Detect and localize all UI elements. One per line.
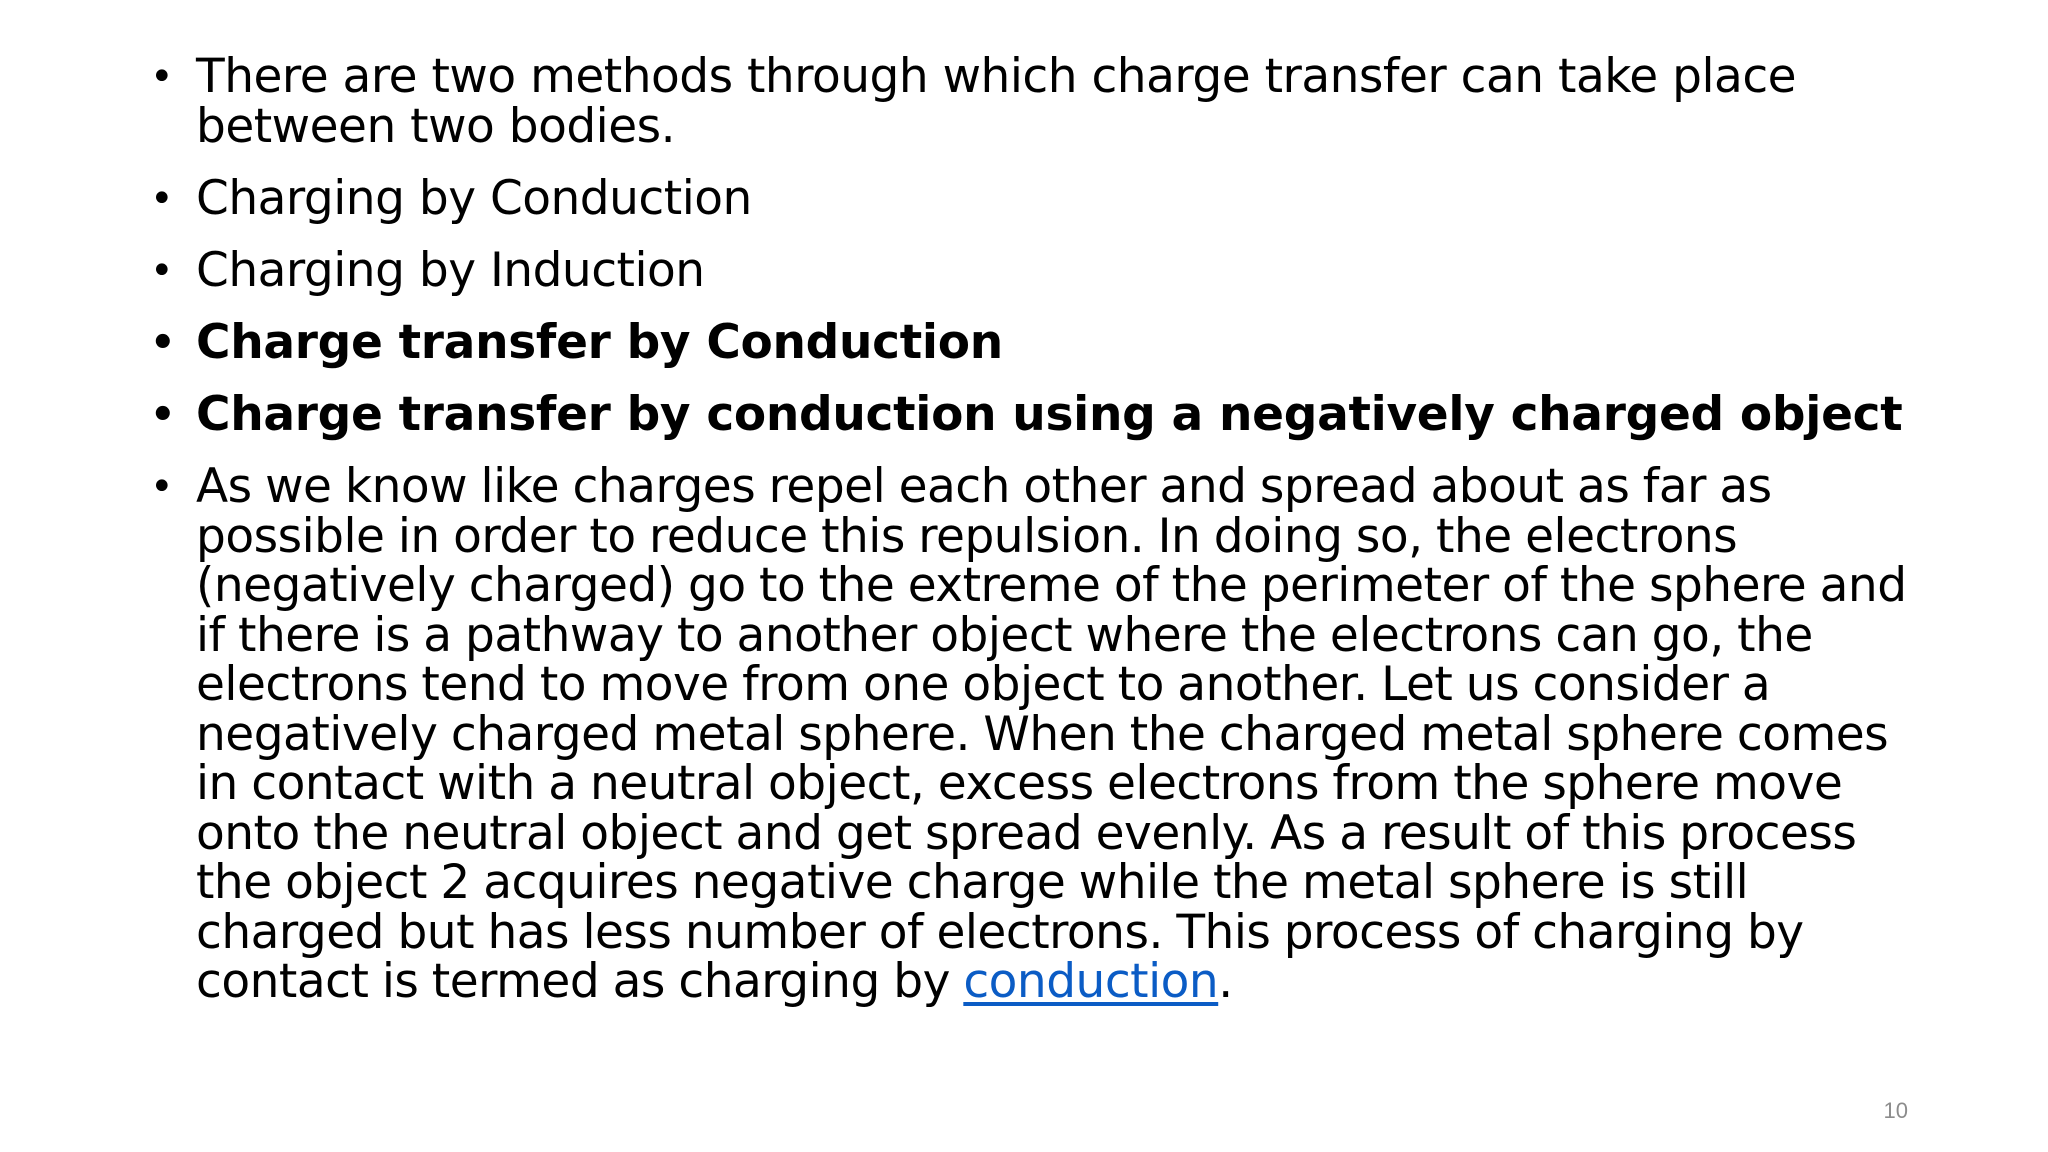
bullet-charging-by-induction: • Charging by Induction xyxy=(150,246,1920,296)
bullet-heading-conduction: • Charge transfer by Conduction xyxy=(150,318,1920,368)
paragraph-end: . xyxy=(1218,954,1233,1009)
paragraph-text: As we know like charges repel each other and spread about as far as possible in order to reduce this repulsion. In doing so, the electrons (negatively charged) go to the extreme of the perimeter of the sphere and if there is a pathway to another object where the electrons can go, the electrons tend to move from one object to another. Let us consider a negatively charged metal sphere. When the charged metal sphere comes in contact with a neutral object, excess electrons from the sphere move onto the neutral object and get spread evenly. As a result of this process the object 2 acquires negative charge while the metal sphere is still charged but has less number of electrons. This process of charging by contact is termed as charging by xyxy=(196,459,1907,1009)
bullet-list xyxy=(150,49,1920,1029)
bullet-methods-intro: • There are two methods through which charge transfer can take place between two bodies. xyxy=(150,52,1920,152)
bullet-charging-by-conduction: • Charging by Conduction xyxy=(150,174,1920,224)
bullet-explanation-paragraph xyxy=(150,459,1920,1009)
bullet-heading-negative-object: • Charge transfer by conduction using a negatively charged object xyxy=(150,390,1920,440)
conduction-link[interactable]: conduction xyxy=(963,954,1219,1009)
page-number: 10 xyxy=(1883,1098,1908,1123)
